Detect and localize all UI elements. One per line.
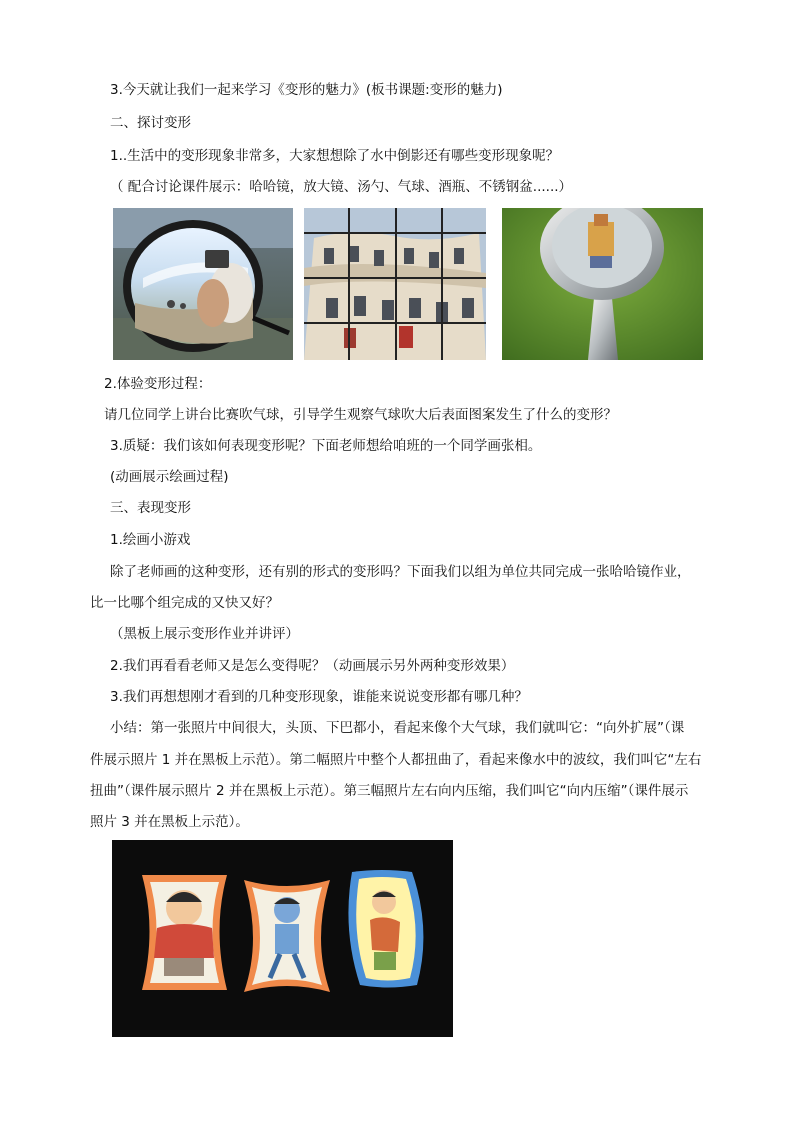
text-line: 2.体验变形过程： — [104, 376, 212, 392]
section-heading: 三、表现变形 — [110, 500, 191, 516]
text-line: 扭曲”（课件展示照片 2 并在黑板上示范）。第三幅照片左右向内压缩，我们叫它“向内压缩”（课件展示 — [90, 783, 689, 799]
text-line: (动画展示绘画过程) — [110, 469, 229, 485]
mirror-photo — [113, 208, 293, 360]
text-line: 小结：第一张照片中间很大，头顶、下巴都小，看起来像个大气球，我们就叫它：“向外扩展”（课 — [110, 720, 685, 736]
text-line: 照片 3 并在黑板上示范）。 — [90, 814, 249, 830]
text-line: 请几位同学上讲台比赛吹气球，引导学生观察气球吹大后表面图案发生了什么的变形？ — [104, 407, 617, 423]
text-line: 1..生活中的变形现象非常多，大家想想除了水中倒影还有哪些变形现象呢？ — [110, 148, 560, 164]
text-line: 3.质疑：我们该如何表现变形呢？下面老师想给咱班的一个同学画张相。 — [110, 438, 542, 454]
text-line: 1.绘画小游戏 — [110, 532, 191, 548]
text-line: 件展示照片 1 并在黑板上示范）。第二幅照片中整个人都扭曲了，看起来像水中的波纹，我们叫它“左右 — [90, 752, 702, 768]
text-line: （ 配合讨论课件展示：哈哈镜，放大镜、汤勺、气球、酒瓶、不锈钢盆......） — [110, 179, 573, 195]
section-heading: 二、探讨变形 — [110, 115, 191, 131]
text-line: 3.我们再想想刚才看到的几种变形现象，谁能来说说变形都有哪几种？ — [110, 689, 528, 705]
text-line: 除了老师画的这种变形，还有别的形式的变形吗？下面我们以组为单位共同完成一张哈哈镜作业， — [110, 564, 691, 580]
text-line: 2.我们再看看老师又是怎么变得呢？（动画展示另外两种变形效果） — [110, 658, 515, 674]
spoon-photo — [502, 208, 703, 360]
building-reflection-photo — [304, 208, 486, 360]
text-line: 比一比哪个组完成的又快又好？ — [90, 595, 279, 611]
text-line: （黑板上展示变形作业并讲评） — [110, 626, 299, 642]
text-line: 3.今天就让我们一起来学习《变形的魅力》(板书课题:变形的魅力) — [110, 82, 503, 98]
distorted-drawings-photo — [112, 840, 453, 1037]
